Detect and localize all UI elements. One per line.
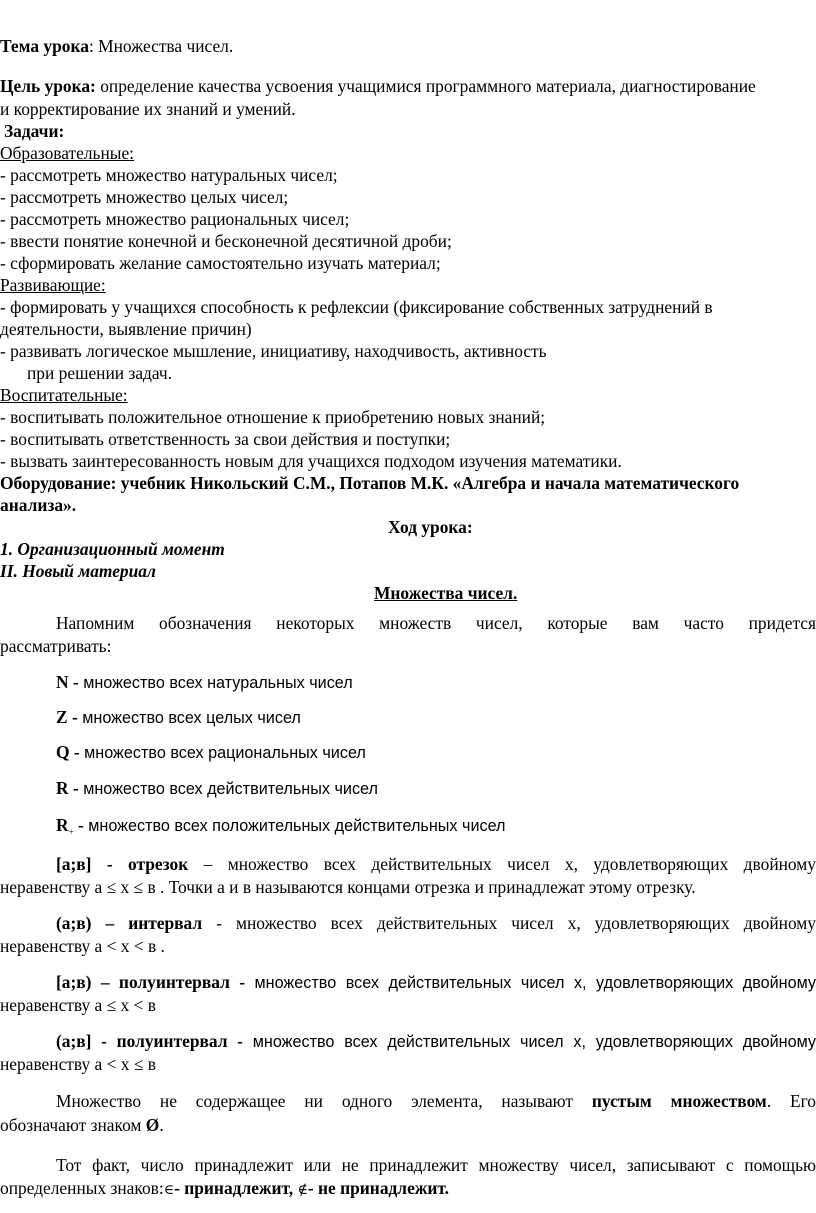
topic-line (0, 38, 233, 55)
tasks-label: Задачи: (4, 121, 65, 141)
equipment-line-2: анализа». (0, 495, 77, 515)
set-text: множество всех натуральных чисел (78, 674, 353, 692)
upbringing-item: - воспитывать ответственность за свои действия и поступки; (0, 429, 451, 449)
empty-text-2a: обозначают знаком (0, 1115, 146, 1135)
belong-text-1: Тот факт, число принадлежит или не принадлежит множеству чисел, записывают с помощью (56, 1155, 816, 1175)
set-text: множество всех положительных действительных чисел (83, 817, 506, 835)
upbringing-item: - вызвать заинтересованность новым для учащихся подходом изучения математики. (0, 451, 622, 471)
segment-text-1: – множество всех действительных чисел х, удовлетворяющих двойному (188, 854, 816, 874)
educational-item: - сформировать желание самостоятельно изучать материал; (0, 253, 441, 273)
set-symbol: R (56, 815, 69, 835)
developing-item: деятельности, выявление причин) (0, 319, 252, 339)
lesson-title: Ход урока: (388, 517, 473, 537)
interval-text-1: - множество всех действительных чисел х, удовлетворяющих двойному (202, 913, 816, 933)
empty-set-line-2 (0, 1117, 164, 1134)
set-subscript: + (68, 827, 74, 837)
set-z (56, 709, 301, 726)
set-text: множество всех рациональных чисел (79, 744, 366, 762)
half-interval-2-line-1 (0, 1033, 816, 1050)
section-title: Множества чисел. (374, 583, 518, 603)
set-q (56, 744, 366, 761)
set-symbol: Z - (56, 707, 78, 727)
developing-item: - развивать логическое мышление, инициативу, находчивость, активность (0, 341, 547, 361)
set-symbol: Q - (56, 742, 80, 762)
element-of-label: - принадлежит, (174, 1178, 298, 1198)
intro-line-2: рассматривать: (0, 636, 112, 656)
half-interval-1-line-2: неравенству а ≤ х < в (0, 995, 156, 1015)
upbringing-item: - воспитывать положительное отношение к приобретению новых знаний; (0, 407, 546, 427)
set-r (56, 780, 378, 797)
set-r-plus (56, 817, 506, 837)
empty-text-1b: . Его (766, 1091, 816, 1111)
belong-line-1 (0, 1157, 816, 1174)
developing-item: при решении задач. (27, 363, 173, 383)
educational-title: Образовательные: (0, 143, 135, 163)
set-dash: - (73, 815, 84, 835)
empty-set-symbol: Ø (145, 1115, 160, 1135)
stage-2: II. Новый материал (0, 561, 156, 581)
set-symbol: N - (56, 672, 79, 692)
goal-label: Цель урока: (0, 76, 96, 96)
half-interval-term: [а;в) – полуинтервал - (56, 972, 246, 992)
empty-text-2b: . (159, 1115, 164, 1135)
segment-line-2: неравенству а ≤ х ≤ в . Точки а и в называются концами отрезка и принадлежат этому отрезку. (0, 877, 696, 897)
segment-term: [а;в] - отрезок (56, 854, 189, 874)
intro-text-1: Напомним обозначения некоторых множеств чисел, которые вам часто придется (56, 613, 816, 633)
belong-line-2 (0, 1180, 449, 1198)
set-text: множество всех действительных чисел (78, 780, 378, 798)
half-interval-text-1: множество всех действительных чисел х, удовлетворяющих двойному (245, 974, 816, 992)
half-interval-2-line-2: неравенству а < х ≤ в (0, 1054, 156, 1074)
belong-text-2: определенных знаков: (0, 1178, 164, 1198)
goal-line-1 (0, 78, 756, 95)
interval-line-2: неравенству а < х < в . (0, 936, 165, 956)
segment-line-1 (0, 856, 816, 873)
set-symbol: R - (56, 778, 79, 798)
educational-item: - рассмотреть множество целых чисел; (0, 187, 289, 207)
upbringing-title: Воспитательные: (0, 385, 128, 405)
interval-term: (а;в) – интервал (56, 913, 203, 933)
empty-set-term: пустым множеством (591, 1091, 767, 1111)
not-element-of-symbol: ∉ (297, 1183, 308, 1198)
half-interval-text-1: множество всех действительных чисел х, удовлетворяющих двойному (242, 1033, 816, 1051)
empty-set-line-1 (0, 1093, 816, 1110)
interval-line-1 (0, 915, 816, 932)
equipment-line-1: Оборудование: учебник Никольский С.М., Потапов М.К. «Алгебра и начала математического (0, 473, 740, 493)
element-of-symbol: ∈ (163, 1183, 175, 1198)
developing-item: - формировать у учащихся способность к рефлексии (фиксирование собственных затруднений в (0, 297, 713, 317)
topic-label: Тема урока (0, 36, 89, 56)
educational-item: - рассмотреть множество рациональных чисел; (0, 209, 350, 229)
topic-value: : Множества чисел. (88, 36, 234, 56)
set-n (56, 674, 353, 691)
empty-text-1a: Множество не содержащее ни одного элемента, называют (56, 1091, 592, 1111)
educational-item: - рассмотреть множество натуральных чисел; (0, 165, 338, 185)
stage-1: 1. Организационный момент (0, 539, 225, 559)
goal-text-1: определение качества усвоения учащимися программного материала, диагностирование (95, 76, 756, 96)
educational-item: - ввести понятие конечной и бесконечной десятичной дроби; (0, 231, 452, 251)
half-interval-term: (а;в] - полуинтервал - (56, 1031, 243, 1051)
intro-line-1 (0, 615, 816, 632)
not-element-of-label: - не принадлежит. (307, 1178, 449, 1198)
goal-line-2: и корректирование их знаний и умений. (0, 99, 296, 119)
set-text: множество всех целых чисел (77, 709, 301, 727)
developing-title: Развивающие: (0, 275, 106, 295)
half-interval-1-line-1 (0, 974, 816, 991)
